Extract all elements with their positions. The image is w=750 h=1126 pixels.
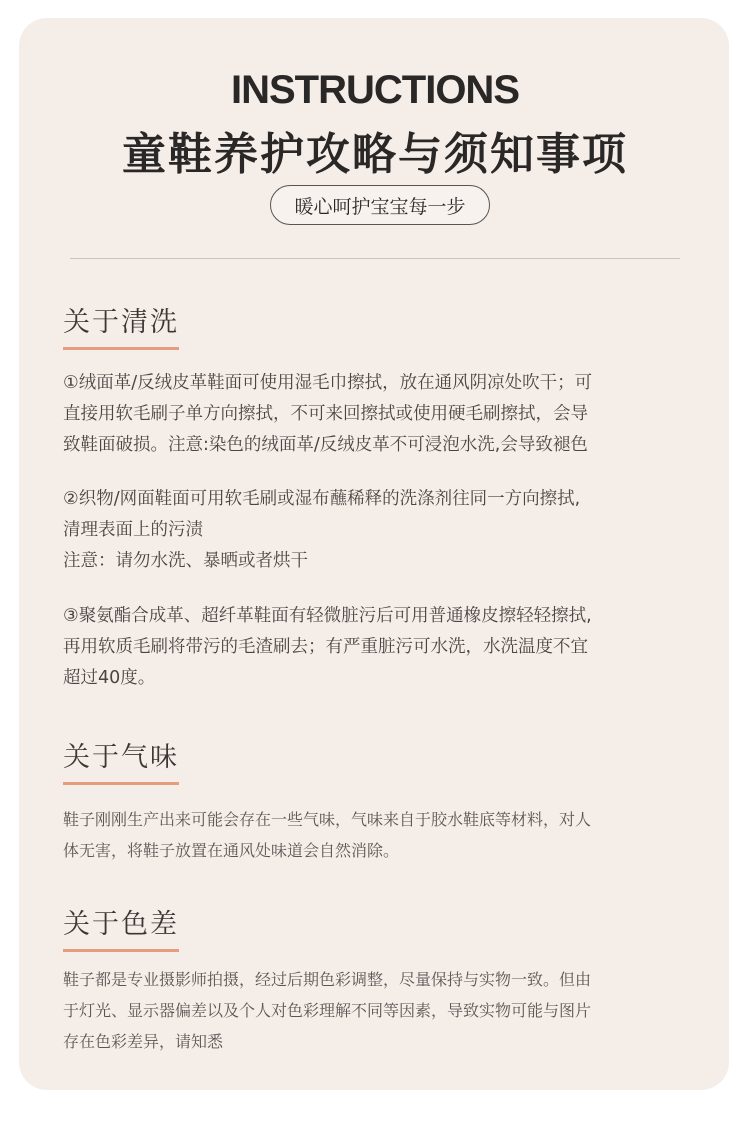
color-paragraph bbox=[63, 964, 683, 1057]
section-heading: 关于色差 bbox=[63, 902, 179, 952]
text-line: 清理表面上的污渍 bbox=[63, 520, 203, 540]
section-odor-heading bbox=[63, 735, 179, 785]
section-cleaning-heading bbox=[63, 300, 179, 350]
section-heading: 关于气味 bbox=[63, 735, 179, 785]
text-line: ③聚氨酯合成革、超纤革鞋面有轻微脏污后可用普通橡皮擦轻轻擦拭, bbox=[63, 606, 592, 626]
section-color-heading bbox=[63, 902, 179, 952]
text-line: 超过40度。 bbox=[63, 668, 156, 688]
text-line: 于灯光、显示器偏差以及个人对色彩理解不同等因素，导致实物可能与图片 bbox=[63, 1001, 592, 1020]
title-english: INSTRUCTIONS bbox=[231, 68, 519, 112]
text-line: 注意：请勿水洗、暴晒或者烘干 bbox=[63, 551, 308, 571]
text-line: 存在色彩差异，请知悉 bbox=[63, 1032, 224, 1051]
header-divider bbox=[70, 258, 680, 259]
title-chinese: 童鞋养护攻略与须知事项 bbox=[122, 129, 628, 180]
cleaning-paragraph-3 bbox=[63, 601, 683, 694]
text-line: ①绒面革/反绒皮革鞋面可使用湿毛巾擦拭，放在通风阴凉处吹干；可 bbox=[63, 373, 593, 393]
text-line: 再用软质毛刷将带污的毛渣刷去；有严重脏污可水洗，水洗温度不宜 bbox=[63, 637, 588, 657]
text-line: ②织物/网面鞋面可用软毛刷或湿布蘸稀释的洗涤剂往同一方向擦拭, bbox=[63, 489, 581, 509]
text-line: 体无害，将鞋子放置在通风处味道会自然消除。 bbox=[63, 841, 400, 860]
text-line: 鞋子都是专业摄影师拍摄，经过后期色彩调整，尽量保持与实物一致。但由 bbox=[63, 970, 592, 989]
cleaning-paragraph-1 bbox=[63, 368, 683, 461]
odor-paragraph bbox=[63, 804, 683, 866]
cleaning-paragraph-2 bbox=[63, 484, 683, 577]
text-line: 致鞋面破损。注意:染色的绒面革/反绒皮革不可浸泡水洗,会导致褪色 bbox=[63, 435, 588, 455]
text-line: 直接用软毛刷子单方向擦拭，不可来回擦拭或使用硬毛刷擦拭，会导 bbox=[63, 404, 588, 424]
tagline-text: 暖心呵护宝宝每一步 bbox=[294, 195, 466, 218]
section-heading: 关于清洗 bbox=[63, 300, 179, 350]
text-line: 鞋子刚刚生产出来可能会存在一些气味，气味来自于胶水鞋底等材料，对人 bbox=[63, 810, 592, 829]
tagline-badge bbox=[270, 185, 490, 225]
